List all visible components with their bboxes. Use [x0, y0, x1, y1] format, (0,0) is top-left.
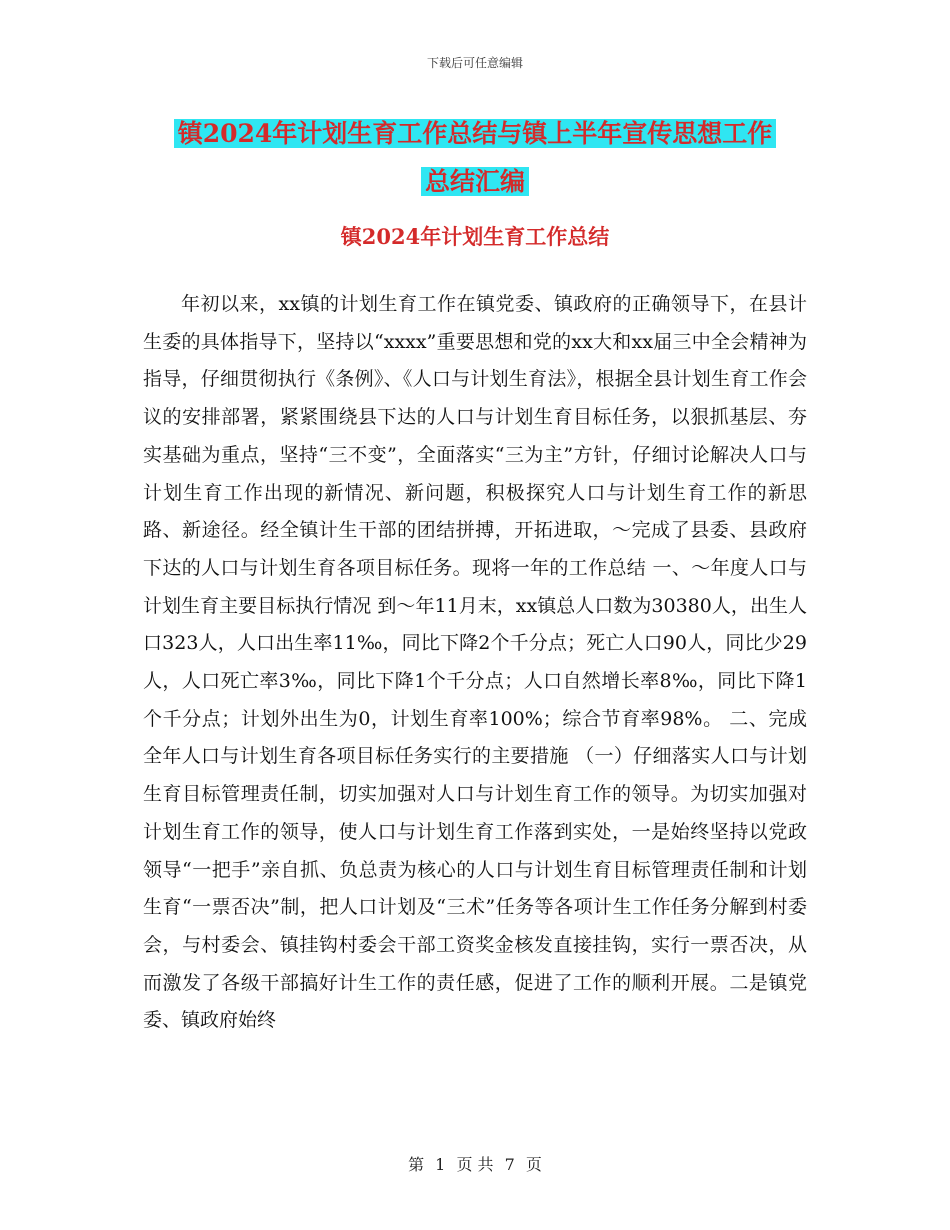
footer-prefix: 第	[408, 1155, 425, 1174]
title-line-1: 镇2024年计划生育工作总结与镇上半年宣传思想工作	[174, 119, 777, 148]
page-number: 1	[435, 1155, 446, 1174]
header-note: 下载后可任意编辑	[426, 56, 523, 70]
page-total: 7	[504, 1155, 515, 1174]
title-line-2: 总结汇编	[421, 167, 529, 196]
body-paragraph: 年初以来，xx镇的计划生育工作在镇党委、镇政府的正确领导下，在县计生委的具体指导下，坚持以“xxxx”重要思想和党的xx大和xx届三中全会精神为指导，仔细贯彻执行《条例》、《人口与计划生育法》，根据全县计划生育工作会议的安排部署，紧紧围绕县下达的人口与计划生育目标任务，以狠抓基层、夯实基础为重点，坚持“三不变”，全面落实“三为主”方针，仔细讨论解决人口与计划生育工作出现的新情况、新问题，积极探究人口与计划生育工作的新思路、新途径。经全镇计生干部的团结拼搏，开拓进取，～完成了县委、县政府下达的人口与计划生育各项目标任务。现将一年的工作总结 一、～年度人口与计划生育主要目标执行情况 到～年11月末，xx镇总人口数为30380人，出生人口323人，人口出生率11‰，同比下降2个千分点；死亡人口90人，同比少29人，人口死亡率3‰，同比下降1个千分点；人口自然增长率8‰，同比下降1个千分点；计划外出生为0，计划生育率100%；综合节育率98%。 二、完成全年人口与计划生育各项目标任务实行的主要措施 （一）仔细落实人口与计划生育目标管理责任制，切实加强对人口与计划生育工作的领导。为切实加强对计划生育工作的领导，使人口与计划生育工作落到实处，一是始终坚持以党政领导“一把手”亲自抓、负总责为核心的人口与计划生育目标管理责任制和计划生育“一票否决”制，把人口计划及“三术”任务等各项计生工作任务分解到村委会，与村委会、镇挂钩村委会干部工资奖金核发直接挂钩，实行一票否决，从而激发了各级干部搞好计生工作的责任感，促进了工作的顺利开展。二是镇党委、镇政府始终	[143, 293, 807, 1032]
page-footer	[0, 1152, 950, 1175]
footer-middle: 页 共	[456, 1155, 494, 1174]
section-title: 镇2024年计划生育工作总结	[340, 224, 610, 249]
document-title	[0, 110, 950, 206]
footer-suffix: 页	[525, 1155, 542, 1174]
